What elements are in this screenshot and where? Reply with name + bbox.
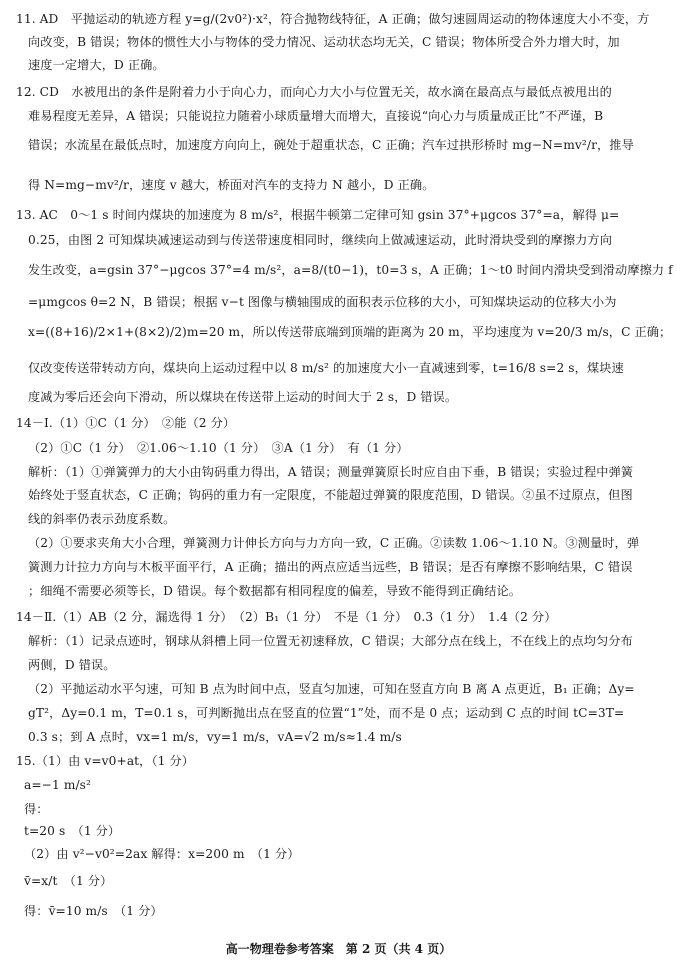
text-line: 难易程度无差异，A 错误；只能说拉力随着小球质量增大而增大，直接说“向心力与质量成正比”不严谨，B	[28, 109, 604, 123]
text-line: 得 N=mg−mv²/r，速度 v 越大，桥面对汽车的支持力 N 越小，D 正确。	[28, 178, 435, 192]
text-line: 度减为零后还会向下滑动，所以煤块在传送带上运动的时间大于 2 s，D 错误。	[28, 390, 458, 404]
text-line: x=((8+16)/2×1+(8×2)/2)m=20 m，所以传送带底端到顶端的距离为 20 m，平均速度为 v=20/3 m/s，C 正确；	[28, 325, 672, 339]
text-line: 14－Ⅱ.（1）AB（2 分，漏选得 1 分） （2）B₁（1 分） 不是（1 分） 0.3（1 分） 1.4（2 分）	[16, 610, 557, 624]
text-line: 线的斜率仍表示劲度系数。	[28, 512, 176, 526]
text-line: ；细绳不需要必须等长，D 错误。每个数据都有相同程度的偏差，导致不能得到正确结论。	[28, 584, 522, 598]
text-line: （2）①要求夹角大小合理，弹簧测力计伸长方向与力方向一致，C 正确。②读数 1.06～1.10 N。③测量时，弹	[28, 536, 640, 550]
text-line: 0.3 s；到 A 点时，vx=1 m/s，vy=1 m/s，vA=√2 m/s≈1.4 m/s	[28, 730, 402, 744]
text-line: a=−1 m/s²	[24, 778, 92, 792]
text-line: t=20 s （1 分）	[24, 824, 121, 838]
text-line: 12. CD 水被甩出的条件是附着力小于向心力，而向心力大小与位置无关，故水滴在最高点与最低点被甩出的	[16, 85, 612, 99]
text-line: =μmgcos θ=2 N，B 错误；根据 v−t 图像与横轴围成的面积表示位移的大小，可知煤块运动的位移大小为	[28, 295, 617, 309]
page-footer: 高一物理卷参考答案 第 2 页（共 4 页）	[225, 942, 452, 956]
text-line: 发生改变，a=gsin 37°−μgcos 37°=4 m/s²，a=8/(t0−1)，t0=3 s，A 正确；1～t0 时间内滑块受到滑动摩擦力 f	[28, 263, 673, 277]
text-line: v̄=x/t （1 分）	[24, 874, 113, 888]
text-line: 向改变，B 错误；物体的惯性大小与物体的受力情况、运动状态均无关，C 错误；物体所受合外力增大时，加	[28, 35, 620, 49]
text-line: 13. AC 0～1 s 时间内煤块的加速度为 8 m/s²，根据牛顿第二定律可知 gsin 37°+μgcos 37°=a，解得 μ=	[16, 208, 620, 222]
text-line: 15.（1）由 v=v0+at，（1 分）	[16, 754, 195, 768]
text-line: 簧测力计拉力方向与木板平面平行，A 正确；描出的两点应适当远些，B 错误；是否有摩擦不影响结果，C 错误	[28, 560, 633, 574]
text-line: 14－Ⅰ.（1）①C（1 分） ②能（2 分）	[16, 416, 236, 430]
text-line: 11. AD 平抛运动的轨迹方程 y=g/(2v0²)·x²，符合抛物线特征，A 正确；做匀速圆周运动的物体速度大小不变，方	[16, 12, 650, 26]
text-line: 速度一定增大，D 正确。	[28, 58, 165, 72]
text-line: （2）平抛运动水平匀速，可知 B 点为时间中点，竖直匀加速，可知在竖直方向 B 离 A 点更近，B₁ 正确；Δy=	[28, 682, 635, 696]
text-line: （2）①C（1 分） ②1.06～1.10（1 分） ③A（1 分） 有（1 分）	[28, 441, 409, 455]
text-line: 解析：（1）①弹簧弹力的大小由钩码重力得出，A 错误；测量弹簧原长时应自由下垂，B 错误；实验过程中弹簧	[28, 465, 634, 479]
text-line: （2）由 v²−v0²=2ax 解得：x=200 m （1 分）	[24, 847, 300, 861]
text-line: 仅改变传送带转动方向，煤块向上运动过程中以 8 m/s² 的加速度大小一直减速到零，t=16/8 s=2 s，煤块速	[28, 361, 624, 375]
text-line: 解析：（1）记录点迹时，钢球从斜槽上同一位置无初速释放，C 错误；大部分点在线上，不在线上的点均匀分布	[28, 634, 633, 648]
text-line: 0.25，由图 2 可知煤块减速运动到与传送带速度相同时，继续向上做减速运动，此时滑块受到的摩擦力方向	[28, 233, 612, 247]
text-line: gT²，Δy=0.1 m，T=0.1 s，可判断抛出点在竖直的位置“1”处，而不是 0 点；运动到 C 点的时间 tC=3T=	[28, 706, 625, 720]
text-line: 始终处于竖直状态，C 正确；钩码的重力有一定限度，不能超过弹簧的限度范围，D 错误。②虽不过原点，但图	[28, 488, 633, 502]
text-line: 得：v̄=10 m/s （1 分）	[24, 904, 163, 918]
text-line: 两侧，D 错误。	[28, 658, 116, 672]
text-line: 错误；水流星在最低点时，加速度方向向上，碗处于超重状态，C 正确；汽车过拱形桥时 mg−N=mv²/r，推导	[28, 138, 634, 152]
text-line: 得：	[24, 802, 49, 816]
